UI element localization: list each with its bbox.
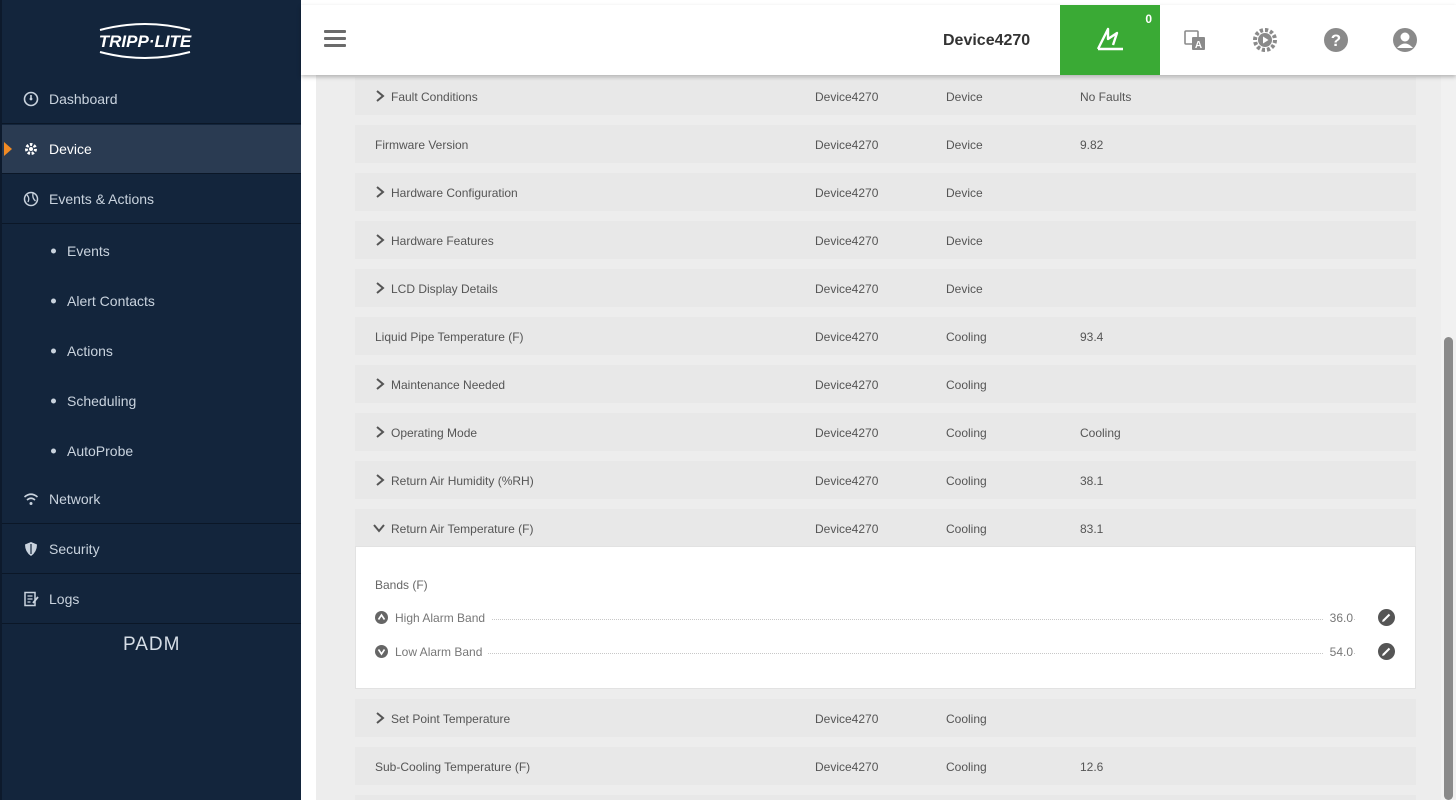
property-category: Cooling [946,474,987,488]
scrollbar-thumb[interactable] [1444,337,1453,800]
property-name: Return Air Humidity (%RH) [391,474,534,488]
high-band-icon [375,611,388,624]
chevron-right-icon [374,281,386,295]
property-name: Hardware Configuration [391,186,518,200]
property-value: 38.1 [1080,474,1104,488]
property-device: Device4270 [815,426,879,440]
property-row[interactable] [355,413,1416,451]
menu-icon[interactable] [324,30,346,48]
alert-count-badge: 0 [1145,12,1152,26]
chevron-right-icon [374,185,386,199]
property-row[interactable] [355,365,1416,403]
main-content [301,75,1441,800]
property-name: Fault Conditions [391,90,478,104]
property-category: Cooling [946,760,987,774]
property-list [316,75,1441,800]
chevron-right-icon [374,233,386,247]
bullet [51,249,56,254]
property-category: Cooling [946,378,987,392]
settings-icon[interactable] [1251,26,1279,54]
band-value: 54.0 [1324,645,1353,659]
bullet [51,399,56,404]
band-value: 36.0 [1324,611,1353,625]
chevron-right-icon [374,473,386,487]
property-value: 83.1 [1080,522,1104,536]
property-name: Sub-Cooling Temperature (F) [375,760,531,774]
sidebar-item-device[interactable] [2,125,301,174]
edit-pencil-icon[interactable] [1378,609,1395,626]
sidebar-item-logs[interactable] [2,575,301,624]
property-row[interactable] [355,317,1416,355]
property-device: Device4270 [815,330,879,344]
property-device: Device4270 [815,474,879,488]
alerts-button[interactable] [1060,5,1160,75]
property-category: Cooling [946,330,987,344]
sidebar-item-label: Dashboard [49,91,118,107]
sidebar-subitem-autoprobe[interactable] [2,426,301,476]
sidebar-subitem-events[interactable] [2,226,301,276]
property-name: Liquid Pipe Temperature (F) [375,330,524,344]
edit-pencil-icon[interactable] [1378,643,1395,660]
property-category: Device [946,90,983,104]
sidebar-item-dashboard[interactable] [2,75,301,124]
property-name: LCD Display Details [391,282,498,296]
property-name: Return Air Temperature (F) [391,522,534,536]
property-row[interactable] [355,173,1416,211]
bullet [51,349,56,354]
property-row[interactable] [355,795,1416,800]
property-row[interactable] [355,461,1416,499]
dotted-leader [395,653,1355,654]
gear-icon [22,140,40,158]
property-value: 9.82 [1080,138,1104,152]
property-device: Device4270 [815,90,879,104]
property-category: Device [946,234,983,248]
low-band-icon [375,645,388,658]
chevron-right-icon [374,89,386,103]
chevron-right-icon [374,425,386,439]
band-row-low [375,642,1395,662]
chevron-right-icon [374,377,386,391]
property-row[interactable] [355,221,1416,259]
sidebar-subitem-label: AutoProbe [67,443,134,459]
bands-panel [355,546,1416,689]
property-device: Device4270 [815,712,879,726]
svg-text:TRIPP·LITE: TRIPP·LITE [98,32,192,51]
property-device: Device4270 [815,282,879,296]
property-row[interactable] [355,699,1416,737]
sidebar-item-label: Network [49,491,101,507]
padm-logo: PADM [123,634,181,655]
help-icon[interactable] [1322,26,1350,54]
sidebar-item-security[interactable] [2,525,301,574]
property-row[interactable] [355,77,1416,115]
property-device: Device4270 [815,760,879,774]
property-name: Operating Mode [391,426,478,440]
property-name: Hardware Features [391,234,494,248]
chevron-down-icon [372,522,386,534]
bands-title: Bands (F) [375,578,428,592]
device-title: Device4270 [943,32,1031,49]
sidebar-subitem-label: Alert Contacts [67,293,155,309]
band-row-high [375,608,1395,628]
property-value: 93.4 [1080,330,1104,344]
alarm-bolt-icon [1095,25,1125,58]
sidebar-subitem-scheduling[interactable] [2,376,301,426]
property-category: Cooling [946,712,987,726]
sidebar-subitem-label: Events [67,243,110,259]
property-row[interactable] [355,125,1416,163]
sidebar-subitem-label: Scheduling [67,393,137,409]
shield-icon [22,540,40,558]
property-device: Device4270 [815,522,879,536]
property-device: Device4270 [815,186,879,200]
sidebar-item-label: Device [49,141,92,157]
sidebar-item-network[interactable] [2,475,301,524]
language-icon[interactable] [1181,26,1209,54]
sidebar-subitem-actions[interactable] [2,326,301,376]
property-category: Device [946,186,983,200]
svg-text:?: ? [1330,31,1342,50]
property-value: Cooling [1080,426,1121,440]
property-row-expanded[interactable] [355,509,1416,547]
sidebar [0,0,301,800]
user-avatar-icon[interactable] [1391,26,1419,54]
bullet [51,299,56,304]
wifi-icon [22,490,40,508]
property-category: Device [946,282,983,296]
tripp-lite-logo[interactable] [96,22,194,60]
log-icon [22,590,40,608]
property-name: Firmware Version [375,138,469,152]
property-row[interactable] [355,747,1416,785]
chevron-right-icon [374,711,386,725]
property-row[interactable] [355,269,1416,307]
globe-icon [22,190,40,208]
sidebar-item-label: Events & Actions [49,191,155,207]
top-header [301,5,1456,75]
sidebar-item-label: Logs [49,591,80,607]
sidebar-subitem-alert-contacts[interactable] [2,276,301,326]
property-device: Device4270 [815,234,879,248]
active-indicator [4,142,12,156]
property-category: Cooling [946,522,987,536]
property-name: Maintenance Needed [391,378,506,392]
bullet [51,449,56,454]
property-category: Device [946,138,983,152]
sidebar-item-events-actions[interactable] [2,175,301,224]
sidebar-item-label: Security [49,541,100,557]
property-value: 12.6 [1080,760,1104,774]
property-category: Cooling [946,426,987,440]
band-label: Low Alarm Band [395,645,488,659]
sidebar-subitem-label: Actions [67,343,113,359]
property-name: Set Point Temperature [391,712,511,726]
dotted-leader [395,619,1355,620]
band-label: High Alarm Band [395,611,491,625]
property-device: Device4270 [815,378,879,392]
dashboard-icon [22,90,40,108]
svg-text:A: A [1194,40,1203,51]
property-device: Device4270 [815,138,879,152]
property-value: No Faults [1080,90,1132,104]
